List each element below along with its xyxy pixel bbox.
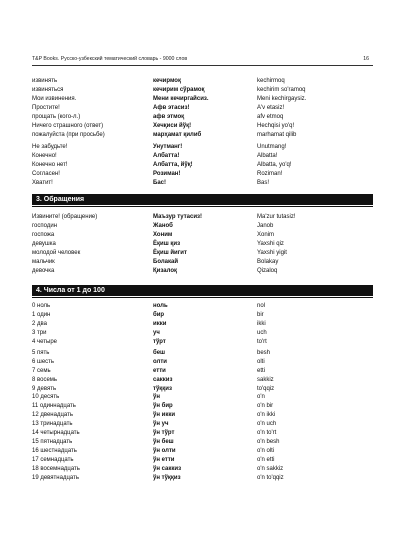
uzbek-latin-term: to'qqiz <box>257 386 275 392</box>
entry-row <box>32 222 373 231</box>
entry-row <box>32 258 373 267</box>
uzbek-cyrillic-term: Қизалоқ <box>153 268 177 274</box>
russian-term: прощать (кого-л.) <box>32 114 81 120</box>
uzbek-cyrillic-term: марҳамат қилиб <box>153 132 202 138</box>
entry-row <box>32 474 373 483</box>
uzbek-cyrillic-term: Ёқиш қиз <box>153 241 181 247</box>
uzbek-latin-term: bir <box>257 312 264 318</box>
word-group <box>32 393 373 438</box>
uzbek-cyrillic-term: ўн тўққиз <box>153 475 181 481</box>
uzbek-latin-term: o'n besh <box>257 439 280 445</box>
uzbek-cyrillic-term: Албатта, йўқ! <box>153 162 193 168</box>
word-group <box>32 213 373 276</box>
uzbek-latin-term: Yaxshi yigit <box>257 250 287 256</box>
uzbek-latin-term: Roziman! <box>257 171 283 177</box>
uzbek-latin-term: Qizaloq <box>257 268 278 274</box>
entry-row <box>32 179 373 188</box>
entry-row <box>32 411 373 420</box>
uzbek-cyrillic-term: Мени кечиргайсиз. <box>153 96 209 102</box>
uzbek-latin-term: o'n bir <box>257 403 274 409</box>
russian-term: 17 семнадцать <box>32 457 74 463</box>
russian-term: 18 восемнадцать <box>32 466 80 472</box>
page-number: 16 <box>363 56 369 62</box>
entry-row <box>32 338 373 347</box>
russian-term: Простите! <box>32 105 60 111</box>
entry-row <box>32 267 373 276</box>
uzbek-cyrillic-term: Бас! <box>153 180 166 186</box>
russian-term: Не забудьте! <box>32 144 68 150</box>
russian-term: 3 три <box>32 330 47 336</box>
uzbek-latin-term: Janob <box>257 223 274 229</box>
russian-term: 11 одиннадцать <box>32 403 76 409</box>
russian-term: Конечно нет! <box>32 162 68 168</box>
entry-row <box>32 329 373 338</box>
uzbek-cyrillic-term: ўн бир <box>153 403 173 409</box>
russian-term: 6 шесть <box>32 359 55 365</box>
russian-term: Извините! (обращение) <box>32 214 98 220</box>
entry-row <box>32 86 373 95</box>
entry-row <box>32 376 373 385</box>
russian-term: мальчик <box>32 259 55 265</box>
uzbek-latin-term: afv etmoq <box>257 114 284 120</box>
entry-row <box>32 456 373 465</box>
entry-row <box>32 152 373 161</box>
russian-term: Конечно! <box>32 153 57 159</box>
entry-row <box>32 358 373 367</box>
russian-term: 10 десять <box>32 394 60 400</box>
entry-row <box>32 240 373 249</box>
uzbek-latin-term: Albatta, yo'q! <box>257 162 292 168</box>
russian-term: господин <box>32 223 58 229</box>
uzbek-cyrillic-term: кечирим сўрамоқ <box>153 87 205 93</box>
entry-row <box>32 420 373 429</box>
entry-row <box>32 393 373 402</box>
uzbek-cyrillic-term: тўққиз <box>153 386 172 392</box>
russian-term: девушка <box>32 241 56 247</box>
russian-term: 4 четыре <box>32 339 58 345</box>
uzbek-latin-term: olti <box>257 359 265 365</box>
uzbek-latin-term: o'n to'rt <box>257 430 277 436</box>
uzbek-latin-term: o'n olti <box>257 448 275 454</box>
uzbek-latin-term: A'v etasiz! <box>257 105 285 111</box>
russian-term: 8 восемь <box>32 377 58 383</box>
uzbek-latin-term: Unutmang! <box>257 144 287 150</box>
entry-row <box>32 438 373 447</box>
uzbek-latin-term: marhamat qilib <box>257 132 297 138</box>
uzbek-latin-term: o'n ikki <box>257 412 276 418</box>
header-divider <box>32 65 373 66</box>
uzbek-latin-term: o'n uch <box>257 421 277 427</box>
entry-row <box>32 213 373 222</box>
uzbek-latin-term: uch <box>257 330 267 336</box>
entry-row <box>32 302 373 311</box>
section-heading: 3. Обращения <box>32 194 373 205</box>
uzbek-latin-term: to'rt <box>257 339 267 345</box>
uzbek-cyrillic-term: уч <box>153 330 160 336</box>
uzbek-latin-term: nol <box>257 303 266 309</box>
russian-term: 16 шестнадцать <box>32 448 77 454</box>
uzbek-cyrillic-term: ўн <box>153 394 160 400</box>
section-divider <box>32 206 373 207</box>
russian-term: 15 пятнадцать <box>32 439 73 445</box>
entry-row <box>32 161 373 170</box>
russian-term: Мои извинения. <box>32 96 77 102</box>
uzbek-cyrillic-term: ўн беш <box>153 439 174 445</box>
word-group <box>32 302 373 347</box>
uzbek-cyrillic-term: кечирмоқ <box>153 78 181 84</box>
word-group <box>32 349 373 394</box>
uzbek-cyrillic-term: Унутманг! <box>153 144 183 150</box>
uzbek-cyrillic-term: Албатта! <box>153 153 180 159</box>
uzbek-cyrillic-term: Хоним <box>153 232 173 238</box>
uzbek-cyrillic-term: етти <box>153 368 166 374</box>
russian-term: 19 девятнадцать <box>32 475 79 481</box>
russian-term: 0 ноль <box>32 303 51 309</box>
entry-row <box>32 95 373 104</box>
entry-row <box>32 170 373 179</box>
word-group <box>32 438 373 483</box>
uzbek-latin-term: Meni kechirgaysiz. <box>257 96 307 102</box>
entry-row <box>32 320 373 329</box>
russian-term: госпожа <box>32 232 55 238</box>
uzbek-latin-term: kechirmoq <box>257 78 285 84</box>
section-divider <box>32 297 373 298</box>
uzbek-latin-term: kechirim so'ramoq <box>257 87 306 93</box>
uzbek-cyrillic-term: Хечқиси йўқ! <box>153 123 192 129</box>
uzbek-cyrillic-term: ўн тўрт <box>153 430 175 436</box>
uzbek-cyrillic-term: ўн уч <box>153 421 169 427</box>
russian-term: 14 четырнадцать <box>32 430 80 436</box>
russian-term: Ничего страшного (ответ) <box>32 123 104 129</box>
uzbek-latin-term: Ma'zur tutasiz! <box>257 214 296 220</box>
uzbek-cyrillic-term: ўн етти <box>153 457 175 463</box>
uzbek-latin-term: etti <box>257 368 266 374</box>
uzbek-cyrillic-term: икки <box>153 321 167 327</box>
uzbek-cyrillic-term: олти <box>153 359 167 365</box>
uzbek-latin-term: besh <box>257 350 271 356</box>
uzbek-cyrillic-term: афв этмоқ <box>153 114 185 120</box>
russian-term: 13 тринадцать <box>32 421 73 427</box>
uzbek-cyrillic-term: бир <box>153 312 165 318</box>
uzbek-latin-term: Xonim <box>257 232 275 238</box>
russian-term: 2 два <box>32 321 47 327</box>
uzbek-cyrillic-term: ноль <box>153 303 168 309</box>
entry-row <box>32 447 373 456</box>
uzbek-cyrillic-term: саккиз <box>153 377 173 383</box>
russian-term: Согласен! <box>32 171 60 177</box>
uzbek-cyrillic-term: ўн икки <box>153 412 176 418</box>
uzbek-latin-term: Yaxshi qiz <box>257 241 284 247</box>
uzbek-latin-term: ikki <box>257 321 266 327</box>
russian-term: 1 один <box>32 312 51 318</box>
entry-row <box>32 367 373 376</box>
entry-row <box>32 122 373 131</box>
entry-row <box>32 231 373 240</box>
russian-term: 7 семь <box>32 368 51 374</box>
russian-term: извиняться <box>32 87 64 93</box>
uzbek-cyrillic-term: Ёқиш йигит <box>153 250 187 256</box>
uzbek-cyrillic-term: Афв этасиз! <box>153 105 190 111</box>
uzbek-latin-term: o'n sakkiz <box>257 466 284 472</box>
uzbek-latin-term: o'n to'qqiz <box>257 475 284 481</box>
entry-row <box>32 349 373 358</box>
entry-row <box>32 77 373 86</box>
entry-row <box>32 143 373 152</box>
entry-row <box>32 131 373 140</box>
uzbek-latin-term: Bolakay <box>257 259 279 265</box>
russian-term: девочка <box>32 268 55 274</box>
russian-term: 9 девять <box>32 386 57 392</box>
uzbek-cyrillic-term: ўн саккиз <box>153 466 182 472</box>
uzbek-cyrillic-term: Жаноб <box>153 223 173 229</box>
uzbek-cyrillic-term: Болакай <box>153 259 179 265</box>
uzbek-latin-term: o'n <box>257 394 265 400</box>
russian-term: извинять <box>32 78 58 84</box>
russian-term: молодой человек <box>32 250 81 256</box>
section-heading: 4. Числа от 1 до 100 <box>32 285 373 296</box>
uzbek-cyrillic-term: тўрт <box>153 339 166 345</box>
entry-row <box>32 249 373 258</box>
uzbek-latin-term: sakkiz <box>257 377 274 383</box>
entry-row <box>32 104 373 113</box>
uzbek-cyrillic-term: ўн олти <box>153 448 176 454</box>
entry-row <box>32 113 373 122</box>
russian-term: 12 двенадцать <box>32 412 73 418</box>
russian-term: 5 пять <box>32 350 50 356</box>
book-title: T&P Books. Русско-узбекский тематический словарь - 9000 слов <box>32 56 188 62</box>
uzbek-latin-term: Albatta! <box>257 153 278 159</box>
russian-term: Хватит! <box>32 180 53 186</box>
uzbek-cyrillic-term: Маъзур тутасиз! <box>153 214 202 220</box>
uzbek-latin-term: Bas! <box>257 180 270 186</box>
entry-row <box>32 465 373 474</box>
uzbek-latin-term: o'n etti <box>257 457 275 463</box>
uzbek-cyrillic-term: Розиман! <box>153 171 181 177</box>
word-group <box>32 77 373 140</box>
uzbek-cyrillic-term: беш <box>153 350 166 356</box>
entry-row <box>32 311 373 320</box>
word-group <box>32 143 373 188</box>
russian-term: пожалуйста (при просьбе) <box>32 132 105 138</box>
uzbek-latin-term: Hechqisi yo'q! <box>257 123 295 129</box>
entry-row <box>32 429 373 438</box>
entry-row <box>32 402 373 411</box>
